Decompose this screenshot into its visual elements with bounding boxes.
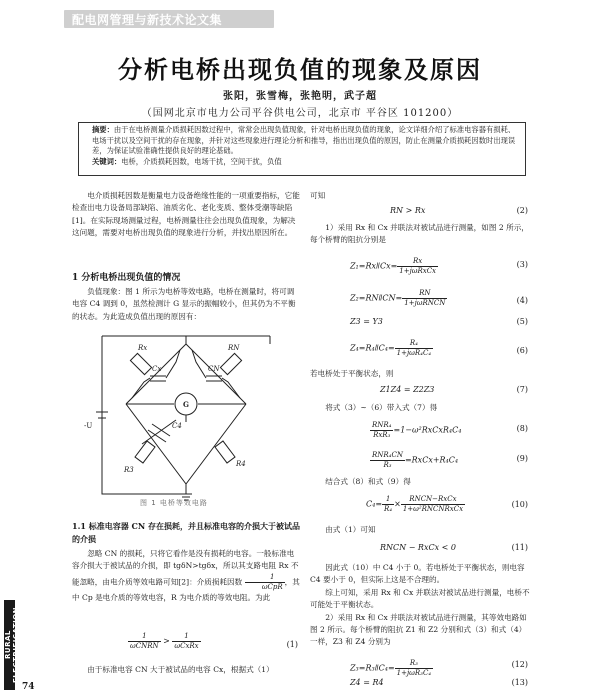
section-1-1-block bbox=[72, 548, 300, 604]
label-cn: CN bbox=[208, 365, 220, 373]
equation-6 bbox=[310, 336, 530, 362]
section-1-heading: 1 分析电桥出现负值的情况 bbox=[72, 273, 181, 283]
equation-10 bbox=[310, 492, 530, 520]
resistor-rn bbox=[220, 353, 241, 374]
section-1-block bbox=[72, 286, 300, 323]
abstract-text: 由于在电桥测量介质损耗因数过程中，常常会出现负值现象，针对电桥出现负值的现象，论文详细介绍了标准电容器有损耗、电场干扰以及空间干扰的存在现象，并针对这些现象进行理论分析和推导，指出出现负值的原因，防止在测量介质损耗因数时出现误差，为保证试验准确性提供良好的理论基础。 bbox=[92, 125, 516, 156]
right-para-4-block bbox=[310, 476, 530, 488]
right-paragraph-5: 由式（1）可知 bbox=[325, 525, 376, 534]
resistor-rx bbox=[130, 353, 151, 374]
label-r3: R3 bbox=[124, 466, 134, 474]
right-intro-text: 可知 bbox=[310, 191, 326, 200]
equation-10-math: C₄= $\frac{1}{\text{R₄}}$ × $\frac{\text{RNCN−RxCx}}{\text{1+ω²RNCNRxCx}}$ bbox=[366, 495, 464, 513]
equation-13 bbox=[310, 678, 530, 694]
equation-8 bbox=[310, 418, 530, 444]
section-1-1-paragraph-1 bbox=[72, 548, 300, 604]
arm-r4 bbox=[186, 404, 246, 484]
equation-5-math: Z3 = Y3 bbox=[350, 317, 383, 326]
abstract-box bbox=[78, 122, 526, 176]
article-title: 分析电桥出现负值的现象及原因 bbox=[118, 55, 482, 84]
equation-3 bbox=[310, 254, 530, 280]
section-1-1-text-1: 忽略 CN 的损耗，只将它看作是没有损耗的电容。一般标准电容介损大于被试品的介损，即 tgδN>tgδx，所以其支路电阻 Rx 不能忽略，由电介质等效电路可知[2]：介质损耗因数 bbox=[72, 549, 299, 587]
right-para-6-block bbox=[310, 562, 530, 649]
keywords-label: 关键词： bbox=[92, 156, 122, 166]
label-rx: Rx bbox=[138, 344, 148, 352]
equation-4-number: (4) bbox=[516, 296, 528, 305]
figure-1-caption: 图 1 电桥等效电路 bbox=[140, 499, 208, 507]
intro-block bbox=[72, 190, 300, 240]
right-paragraph-3: 将式（3）~（6）带入式（7）得 bbox=[325, 403, 438, 412]
section-1-1-heading: 1.1 标准电容器 CN 存在损耗，并且标准电容的介损大于被试品的介损 bbox=[72, 521, 300, 544]
resistor-r3 bbox=[135, 441, 155, 463]
equation-1-math: $\frac{1}{\text{ωCNRN}}$ > $\frac{1}{\text{ωCxRx}}$ bbox=[130, 632, 199, 650]
side-band-text: RURAL ELECTRIFICATION bbox=[4, 606, 20, 684]
equation-10-number: (10) bbox=[511, 500, 528, 509]
right-intro bbox=[310, 190, 530, 202]
arm-r3 bbox=[126, 404, 186, 484]
equation-5-number: (5) bbox=[516, 317, 528, 326]
right-para-3-block bbox=[310, 402, 530, 414]
label-rn: RN bbox=[228, 344, 240, 352]
bridge-circuit-figure bbox=[80, 324, 292, 504]
right-paragraph-1: 1）采用 Rx 和 Cx 并联法对被试品进行测量，如图 2 所示，每个桥臂的阻抗分别是 bbox=[310, 223, 529, 245]
label-r4: R4 bbox=[236, 460, 246, 468]
arm-rx bbox=[126, 344, 186, 404]
equation-5 bbox=[310, 314, 530, 334]
equation-7-math: Z1Z4 = Z2Z3 bbox=[380, 385, 435, 394]
tan-delta-formula: $\frac{1}{\text{ωCpR}}$ bbox=[245, 573, 285, 592]
resistor-r4 bbox=[215, 441, 235, 463]
abstract-content bbox=[92, 125, 516, 167]
right-paragraph-7: 综上可知，采用 Rx 和 Cx 并联法对被试品进行测量，电桥不可能处于平衡状态。 bbox=[310, 587, 530, 610]
right-paragraph-2: 若电桥处于平衡状态，则 bbox=[310, 369, 394, 378]
equation-4-math: Z₂=RNǁCN= $\frac{RN}{\text{1+jωRNCN}}$ bbox=[350, 289, 446, 307]
journal-header-text: 配电网管理与新技术论文集 bbox=[72, 13, 223, 27]
article-affiliation: （国网北京市电力公司平谷供电公司，北京市 平谷区 101200） bbox=[141, 108, 459, 119]
equation-6-math: Z₄=R₄ǁC₄= $\frac{\text{R₄}}{\text{1+jωR₄C₄}}$ bbox=[350, 339, 432, 357]
equation-11-number: (11) bbox=[511, 543, 528, 552]
label-g: G bbox=[183, 400, 189, 409]
keywords-text: 电桥，介质损耗因数，电场干扰，空间干扰，负值 bbox=[121, 156, 282, 166]
right-paragraph-4: 结合式（8）和式（9）得 bbox=[325, 477, 411, 486]
section-1-1-text-2: ，其中 Cp 是电介质的等效电容，R 为电介质的等效电阻。为此 bbox=[72, 577, 300, 602]
equation-2-number: (2) bbox=[516, 206, 528, 215]
arm-rn bbox=[186, 344, 246, 404]
article-authors: 张阳，张雪梅，张艳明，武子超 bbox=[223, 91, 377, 102]
equation-13-number: (13) bbox=[511, 678, 528, 687]
equation-9 bbox=[310, 448, 530, 474]
equation-9-math: $\frac{\text{RNR₄CN}}{\text{R₃}}$ =RxCx+R₄C₄ bbox=[372, 451, 459, 469]
journal-header-bar bbox=[64, 10, 274, 28]
right-para-2-block bbox=[310, 368, 530, 380]
equation-8-math: $\frac{\text{RNR₄}}{\text{RxR₃}}$ =1−ω²RxCxR₄C₄ bbox=[372, 421, 462, 439]
equation-9-number: (9) bbox=[516, 454, 528, 463]
equation-7 bbox=[310, 382, 530, 402]
equation-7-number: (7) bbox=[516, 385, 528, 394]
equation-11 bbox=[310, 540, 530, 560]
equation-8-number: (8) bbox=[516, 424, 528, 433]
right-paragraph-8: 2）采用 Rx 和 Cx 并联法对被试品进行测量，其等效电路如图 2 所示。每个桥臂的阻抗 Z1 和 Z2 分别和式（3）和式（4）一样，Z3 和 Z4 分别为 bbox=[310, 612, 527, 647]
equation-3-number: (3) bbox=[516, 260, 528, 269]
equation-2-math: RN > Rx bbox=[390, 206, 426, 215]
section-1-1-paragraph-3: 由于标准电容 CN 大于被试品的电容 Cx，根据式（1） bbox=[87, 665, 274, 674]
equation-11-math: RNCN − RxCx < 0 bbox=[380, 543, 456, 552]
equation-12-math: Z₃=R₃ǁC₄= $\frac{\text{R₃}}{\text{1+jωR₃C₄}}$ bbox=[350, 659, 432, 677]
page-number: 74 bbox=[22, 682, 35, 692]
label-cx: Cx bbox=[152, 365, 162, 373]
equation-12-number: (12) bbox=[511, 660, 528, 669]
equation-2 bbox=[310, 203, 530, 223]
equation-1 bbox=[72, 630, 300, 660]
right-para-1-block bbox=[310, 222, 530, 247]
equation-3-math: Z₁=RxǁCx= $\frac{Rx}{\text{1+jωRxCx}}$ bbox=[350, 257, 437, 275]
section-1-1-continuation bbox=[72, 664, 300, 676]
label-c4: C4 bbox=[172, 422, 182, 430]
intro-paragraph: 电介质损耗因数是衡量电力设备绝缘性能的一项重要指标，它能检查出电力设备局部缺陷、油质劣化、老化变质、整体受潮等缺陷[1]。在实际现场测量过程，电桥测量往往会出现负值现象，为解决这问题，需要对电桥出现负值的现象进行分析，并找出原因所在。 bbox=[72, 191, 300, 238]
equation-6-number: (6) bbox=[516, 346, 528, 355]
label-u: -U bbox=[84, 422, 93, 430]
abstract-label: 摘要： bbox=[92, 125, 114, 134]
equation-13-math: Z4 = R4 bbox=[350, 678, 384, 687]
right-paragraph-6: 因此式（10）中 C4 小于 0。若电桥处于平衡状态，则电容 C4 要小于 0，但实际上这是不合理的。 bbox=[310, 563, 525, 585]
equation-12 bbox=[310, 656, 530, 680]
equation-4 bbox=[310, 286, 530, 312]
right-para-5-block bbox=[310, 524, 530, 536]
section-1-paragraph: 负值现象：图 1 所示为电桥等效电路，电桥在测量时，将可调电容 C4 调到 0，虽然检测计 G 显示的振幅较小，但其仍为不平衡的状态。为此造成负值出现的原因有： bbox=[72, 287, 296, 321]
equation-1-number: (1) bbox=[286, 640, 298, 649]
